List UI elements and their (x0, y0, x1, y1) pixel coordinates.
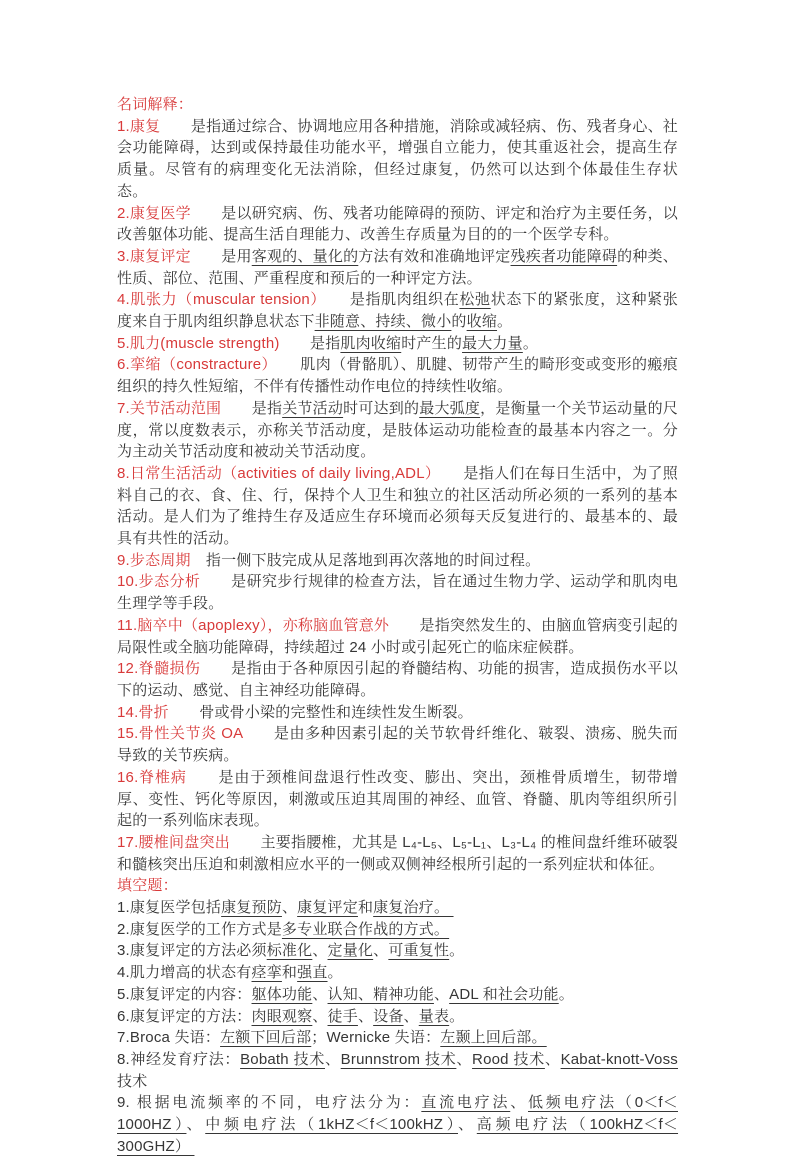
underlined-answer-text: 痉挛 (251, 964, 282, 982)
section-heading (117, 875, 678, 897)
body-text: 4.肌力增高的状态有 (117, 964, 252, 982)
body-text: 是指由于各种原因引起的脊髓结构、功能的损害，造成损伤水平以下的运动、感觉、自主神经功能障碍。 (117, 660, 678, 699)
term-text: 14.骨折 (117, 703, 169, 721)
body-text: 是指 (221, 399, 283, 417)
term-text: 10.步态分析 (117, 573, 201, 591)
body-text: 、 (186, 1116, 206, 1134)
underlined-answer-text: 康复评定 (297, 899, 358, 917)
document-paragraph (117, 1006, 678, 1028)
body-text: 的 (451, 313, 467, 331)
body-text: ；Wernicke 失语： (311, 1029, 441, 1047)
body-text: 、 (312, 985, 328, 1003)
document-paragraph (117, 203, 678, 246)
document-paragraph (117, 463, 678, 550)
body-text: 9. 根据电流频率的不同，电疗法分为： (117, 1094, 422, 1112)
term-text: 12.脊髓损伤 (117, 660, 201, 678)
document-paragraph (117, 398, 678, 463)
body-text: 是用 (190, 247, 252, 265)
underlined-answer-text: Brunnstrom 技术 (340, 1050, 457, 1068)
body-text: 是指 (279, 334, 341, 352)
body-text: 时可达到的 (343, 399, 420, 417)
underlined-answer-text: 躯体功能 (251, 985, 313, 1003)
body-text: ，是衡量一个关节运动量的尺度，常以度数表示，亦称关节活动度，是肢体运动功能检查的最基本内容之一。分为主动关节活动度和被动关节活动度。 (117, 399, 678, 461)
document-paragraph (117, 116, 678, 203)
underlined-answer-text: 标准化 (266, 942, 313, 960)
document-paragraph (117, 571, 678, 614)
term-text: 16.脊椎病 (117, 768, 187, 786)
document-paragraph (117, 615, 678, 658)
term-text: 3.康复评定 (117, 247, 191, 265)
body-text: 、 (458, 1116, 477, 1134)
body-text: 、 (456, 1050, 473, 1068)
term-text: 17.腰椎间盘突出 (117, 833, 231, 851)
body-text: 、 (312, 942, 328, 960)
body-text: 和 (357, 899, 374, 917)
document-paragraph (117, 919, 678, 941)
body-text: 5.康复评定的内容： (117, 985, 252, 1003)
underlined-answer-text: 非随意、持续、微小 (314, 313, 452, 331)
body-text: 6.康复评定的方法： (117, 1007, 252, 1025)
body-text: 、 (373, 942, 389, 960)
term-text: 15.骨性关节炎 OA (117, 725, 243, 743)
term-text: 9.步态周期 (117, 551, 191, 569)
document-paragraph (117, 1027, 678, 1049)
body-text: 是研究步行规律的检查方法，旨在通过生物力学、运动学和肌肉电生理学等手段。 (117, 573, 678, 613)
body-text: 、 (312, 1007, 328, 1025)
term-text: 1.康复 (117, 117, 161, 135)
body-text: 1.康复医学包括 (117, 899, 222, 917)
underlined-answer-text: 中频电疗法（1kHZ＜f＜100kHZ） (205, 1116, 458, 1134)
body-text: 的种类、性质、部位、范围、严重程度和预后的一种评定方法。 (117, 247, 678, 287)
section-heading-text: 名词解释： (117, 96, 194, 113)
body-text: 。 (558, 985, 574, 1003)
underlined-answer-text: 低频电疗法（0＜f＜1000HZ） (117, 1094, 678, 1134)
underlined-answer-text: 定量化 (327, 942, 374, 960)
term-text: 11.脑卒中（apoplexy），亦称脑血管意外 (117, 616, 390, 634)
underlined-answer-text: 多专业联合作战的方式。 (281, 920, 450, 938)
body-text: 。 (497, 313, 513, 331)
document-paragraph (117, 767, 678, 832)
document-paragraph (117, 702, 678, 724)
body-text: 肌肉（骨骼肌）、肌腱、韧带产生的畸形变或变形的瘢痕组织的持久性短缩，不伴有传播性动作电位的持续性收缩。 (117, 356, 678, 396)
term-text: 8.日常生活活动（activities of daily living,ADL） (117, 464, 433, 482)
body-text: 。 (327, 964, 343, 982)
body-text: 8.神经发育疗法： (117, 1050, 241, 1068)
body-text: 是指突然发生的、由脑血管病变引起的局限性或全脑功能障碍，持续超过 24 小时或引起死亡的临床症候群。 (117, 616, 678, 656)
body-text: 、 (281, 899, 298, 917)
document-paragraph (117, 1092, 678, 1157)
body-text: 2.康复医学的工作方式是 (117, 920, 282, 938)
body-text: 、 (433, 985, 450, 1003)
underlined-answer-text: Kabat-knott-Voss (560, 1050, 678, 1068)
underlined-answer-text: 肉眼观察 (251, 1007, 313, 1025)
body-text: 是由多种因素引起的关节软骨纤维化、皲裂、溃疡、脱失而导致的关节疾病。 (117, 725, 678, 765)
body-text: 技术 (117, 1072, 148, 1090)
section-heading (117, 94, 678, 116)
body-text: 、 (357, 1007, 374, 1025)
underlined-answer-text: 设备 (373, 1007, 404, 1025)
body-text: 是由于颈椎间盘退行性改变、膨出、突出，颈椎骨质增生，韧带增厚、变性、钙化等原因，刺激或压迫其周围的神经、血管、脊髓、肌肉等组织所引起的一系列临床表现。 (117, 768, 678, 830)
underlined-answer-text: 收缩 (466, 313, 498, 331)
body-text: 是指肌肉组织在 (318, 291, 460, 309)
document-paragraph (117, 246, 678, 289)
body-text: 、 (510, 1094, 529, 1112)
document-paragraph (117, 897, 678, 919)
underlined-answer-text: 强直 (297, 964, 328, 982)
underlined-answer-text: 直流电疗法 (421, 1094, 511, 1112)
term-text: 7.关节活动范围 (117, 399, 222, 417)
document-paragraph (117, 962, 678, 984)
term-text: 2.康复医学 (117, 204, 191, 222)
underlined-answer-text: 最大弧度 (419, 399, 481, 417)
underlined-answer-text: Bobath 技术 (240, 1050, 325, 1068)
body-text: 骨或骨小梁的完整性和连续性发生断裂。 (168, 703, 473, 721)
underlined-answer-text: 康复预防 (221, 899, 282, 917)
body-text: 和 (281, 964, 298, 982)
body-text: 、 (325, 1050, 341, 1068)
underlined-answer-text: 认知、精神功能 (327, 985, 434, 1003)
section-heading-text: 填空题： (117, 877, 178, 895)
underlined-answer-text: 最大力量 (462, 334, 523, 352)
underlined-answer-text: 高频电疗法（100kHZ＜f＜300GHZ） (117, 1116, 679, 1155)
body-text: 、 (403, 1007, 419, 1025)
underlined-answer-text: 松弛 (459, 291, 491, 309)
body-text: 状态下的紧张度，这种紧张度来自于肌肉组织静息状态下 (117, 291, 679, 331)
document-paragraph (117, 354, 678, 397)
body-text: 是以研究病、伤、残者功能障碍的预防、评定和治疗为主要任务，以改善躯体功能、提高生活自理能力、改善生存质量为目的的一个医学专科。 (117, 204, 679, 244)
underlined-answer-text: 残疾者功能障碍 (510, 247, 618, 265)
underlined-answer-text: Rood 技术 (472, 1050, 545, 1068)
document-paragraph (117, 333, 678, 355)
underlined-answer-text: 量表 (418, 1007, 450, 1025)
underlined-answer-text: 可重复性 (388, 942, 450, 960)
document-paragraph (117, 289, 678, 332)
underlined-answer-text: 关节活动 (282, 399, 344, 417)
underlined-answer-text: 徒手 (327, 1007, 358, 1025)
body-text: 是指通过综合、协调地应用各种措施，消除或减轻病、伤、残者身心、社会功能障碍，达到或保持最佳功能水平，增强自立能力，使其重返社会，提高生存质量。尽管有的病理变化无法消除，但经过康复，仍然可以达到个体最佳生存状态。 (117, 117, 678, 200)
term-text: 4.肌张力（muscular tension） (117, 291, 319, 309)
body-text: 。 (449, 1007, 465, 1025)
underlined-answer-text: 左额下回后部 (220, 1029, 312, 1047)
underlined-answer-text: 客观的、量化的 (251, 247, 359, 265)
term-text: 6.挛缩（constracture） (117, 356, 270, 374)
document-paragraph (117, 658, 678, 701)
underlined-answer-text: 肌肉收缩 (340, 334, 402, 352)
document-paragraph (117, 1049, 678, 1092)
body-text: 3.康复评定的方法必须 (117, 942, 267, 960)
underlined-answer-text: 左颞上回后部。 (440, 1029, 547, 1047)
body-text: 。 (522, 334, 539, 352)
document-paragraph (117, 550, 678, 572)
body-text: 方法有效和准确地评定 (358, 247, 511, 265)
body-text: 指一侧下肢完成从足落地到再次落地的时间过程。 (190, 551, 541, 569)
body-text: 是指人们在每日生活中，为了照料自己的衣、食、住、行，保持个人卫生和独立的社区活动所必须的一系列的基本活动。是人们为了维持生存及适应生存环境而必须每天反复进行的、最基本的、最具有共性的活动。 (117, 464, 678, 548)
document-content (117, 94, 678, 1157)
body-text: 、 (544, 1050, 561, 1068)
document-paragraph (117, 940, 678, 962)
document-paragraph (117, 723, 678, 766)
body-text: 7.Broca 失语： (117, 1029, 221, 1047)
body-text: 时产生的 (401, 334, 463, 352)
body-text: 主要指腰椎，尤其是 L₄-L₅、L₅-L₁、L₃-L₄ 的椎间盘纤维环破裂和髓核突出压迫和刺激相应水平的一侧或双侧神经根所引起的一系列症状和体征。 (117, 833, 678, 873)
underlined-answer-text: 康复治疗。 (373, 899, 454, 917)
underlined-answer-text: ADL 和社会功能 (449, 985, 559, 1003)
term-text: 5.肌力(muscle strength) (117, 334, 280, 352)
body-text: 。 (449, 942, 465, 960)
document-paragraph (117, 832, 678, 875)
document-paragraph (117, 984, 678, 1006)
